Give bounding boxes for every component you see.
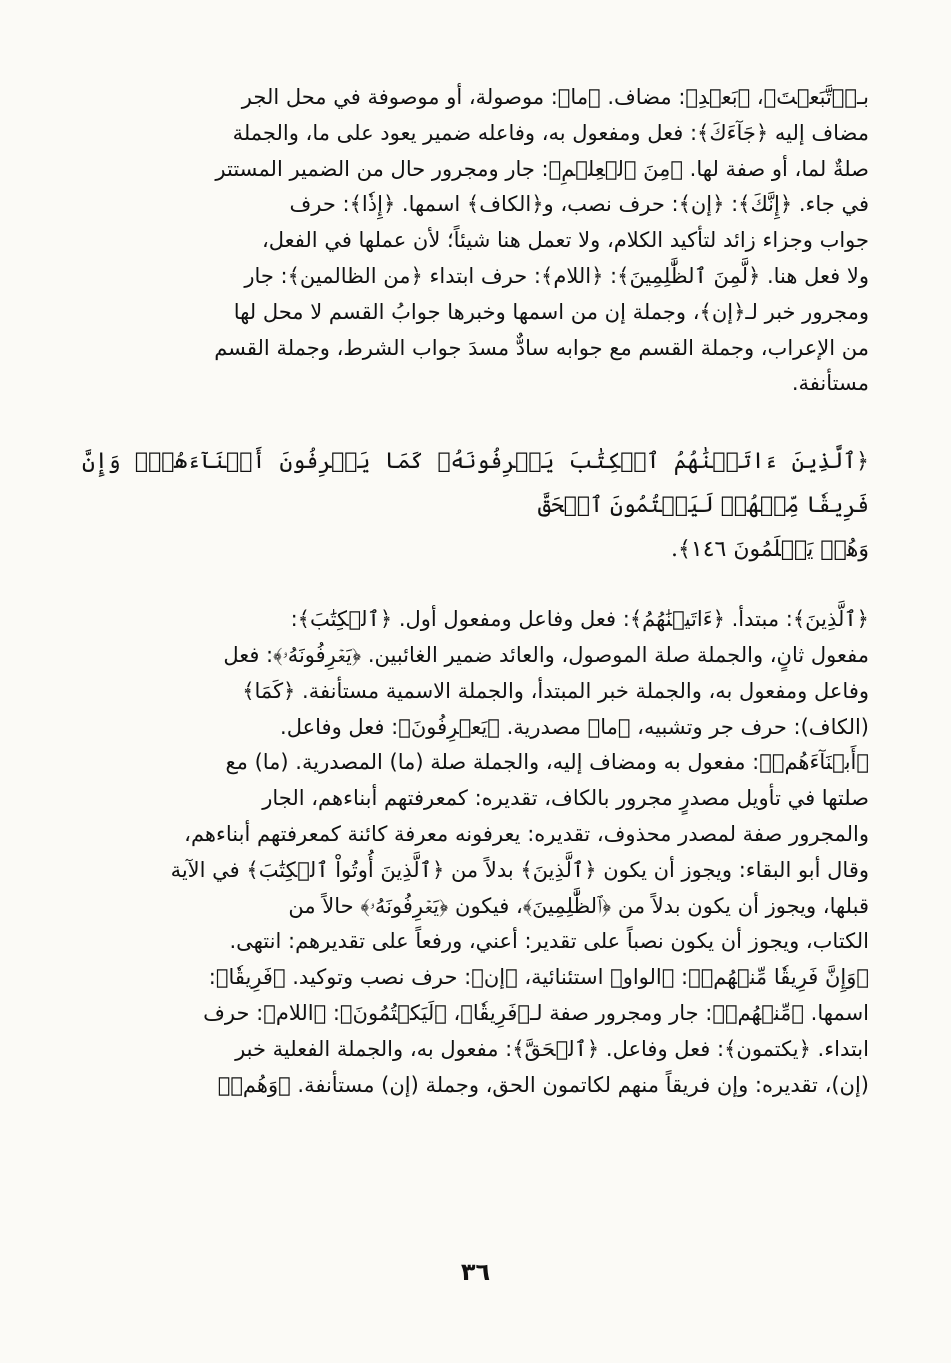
verse-line: ﴿ٱلَّذِينَ ءَاتَيۡنَٰهُمُ ٱلۡكِتَٰبَ يَعۡرِفُونَهُۥ كَمَا يَعۡرِفُونَ أَبۡنَآءَهُمۡۖ وَإِنَّ فَرِيقٗا مِّنۡهُمۡ لَيَكۡتُمُونَ ٱلۡحَقَّ: [82, 449, 869, 519]
page-body: [82, 80, 869, 1103]
text-line: صلتها في تأويل مصدرٍ مجرور بالكاف، تقديره: كمعرفتهم أبناءهم، الجار: [262, 786, 869, 811]
text-line: من الإعراب، وجملة القسم مع جوابه سادٌّ مسدَ جواب الشرط، وجملة القسم: [214, 335, 869, 360]
text-line: صلةٌ لما، أو صفة لها. ﴿مِنَ ٱلۡعِلۡمِ﴾: جار ومجرور حال من الضمير المستتر: [215, 156, 869, 181]
text-line: ﴿أَبۡنَآءَهُمۡ﴾: مفعول به ومضاف إليه، والجملة صلة (ما) المصدرية. (ما) مع: [225, 750, 869, 775]
text-line: (الكاف): حرف جر وتشبيه، ﴿ما﴾ مصدرية. ﴿يَعۡرِفُونَ﴾: فعل وفاعل.: [280, 714, 869, 739]
text-line: ﴿وَإِنَّ فَرِيقٗا مِّنۡهُمۡ﴾: ﴿الواو﴾ استئنائية، ﴿إن﴾: حرف نصب وتوكيد. ﴿فَرِيقٗا﴾:: [208, 965, 869, 990]
text-line: ﴿ٱلَّذِينَ﴾: مبتدأ. ﴿ءَاتَيۡنَٰهُمُ﴾: فعل وفاعل ومفعول أول. ﴿ٱلۡكِتَٰبَ﴾:: [290, 607, 869, 632]
text-line: قبلها، ويجوز أن يكون بدلاً من ﴿ٱلظَّٰلِمِينَ﴾، فيكون ﴿يَعۡرِفُونَهُۥ﴾ حالاً من: [288, 893, 869, 918]
text-line: مفعول ثانٍ، والجملة صلة الموصول، والعائد ضمير الغائبين. ﴿يَعۡرِفُونَهُۥ﴾: فعل: [223, 642, 869, 667]
text-line: ابتداء. ﴿يكتمون﴾: فعل وفاعل. ﴿ٱلۡحَقَّ﴾: مفعول به، والجملة الفعلية خبر: [235, 1036, 869, 1061]
text-line: ولا فعل هنا. ﴿لَّمِنَ ٱلظَّٰلِمِينَ﴾: ﴿اللام﴾: حرف ابتداء ﴿من الظالمين﴾: جار: [244, 263, 869, 288]
paragraph-1: [82, 80, 869, 402]
text-line: مستأنفة.: [791, 371, 869, 396]
quran-verse: [82, 440, 869, 572]
text-line: جواب وجزاء زائد لتأكيد الكلام، ولا تعمل هنا شيئاً؛ لأن عملها في الفعل،: [261, 228, 869, 253]
text-line: في جاء. ﴿إِنَّكَ﴾: ﴿إن﴾: حرف نصب، و﴿الكاف﴾ اسمها. ﴿إِذٗا﴾: حرف: [289, 192, 869, 217]
text-line: وقال أبو البقاء: ويجوز أن يكون ﴿ٱلَّذِينَ﴾ بدلاً من ﴿ٱلَّذِينَ أُوتُواْ ٱلۡكِتَٰبَ﴾ في الآية: [170, 857, 869, 882]
text-line: مضاف إليه ﴿جَآءَكَ﴾: فعل ومفعول به، وفاعله ضمير يعود على ما، والجملة: [232, 120, 869, 145]
text-line: والمجرور صفة لمصدر محذوف، تقديره: يعرفونه معرفة كائنة كمعرفتهم أبناءهم،: [184, 821, 869, 846]
text-line: بـ﴿ٱتَّبَعۡتَ﴾، ﴿بَعۡدِ﴾: مضاف. ﴿ما﴾: موصولة، أو موصوفة في محل الجر: [241, 85, 869, 109]
text-line: (إن)، تقديره: وإن فريقاً منهم لكاتمون الحق، وجملة (إن) مستأنفة. ﴿وَهُمۡ﴾: [217, 1072, 869, 1097]
paragraph-2: [82, 602, 869, 1103]
text-line: وفاعل ومفعول به، والجملة خبر المبتدأ، والجملة الاسمية مستأنفة. ﴿كَمَا﴾: [242, 678, 869, 703]
verse-line: وَهُمۡ يَعۡلَمُونَ ١٤٦﴾.: [670, 537, 869, 563]
text-line: اسمها. ﴿مِّنۡهُمۡ﴾: جار ومجرور صفة لـ﴿فَرِيقٗا﴾، ﴿لَيَكۡتُمُونَ﴾: ﴿اللام﴾: حرف: [203, 1000, 869, 1025]
page-number: ٣٦: [460, 1258, 491, 1286]
text-line: الكتاب، ويجوز أن يكون نصباً على تقدير: أعني، ورفعاً على تقديرهم: انتهى.: [229, 929, 869, 954]
text-line: ومجرور خبر لـ﴿إن﴾، وجملة إن من اسمها وخبرها جوابُ القسم لا محل لها: [233, 299, 869, 324]
